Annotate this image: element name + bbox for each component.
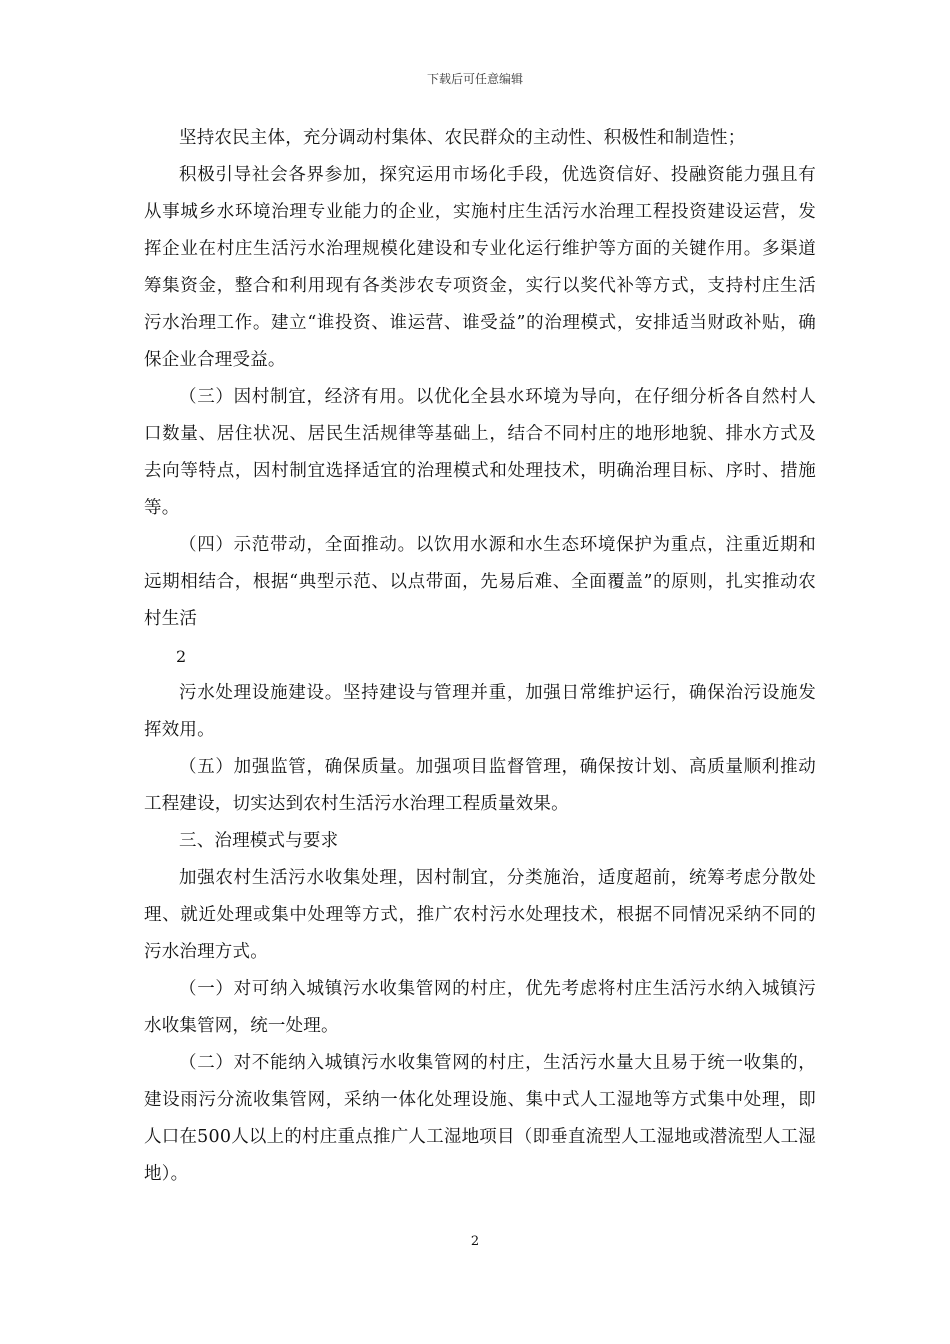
paragraph: （五）加强监管，确保质量。加强项目监督管理，确保按计划、高质量顺利推动工程建设，切实达到农村生活污水治理工程质量效果。 — [144, 757, 816, 814]
paragraph: （三）因村制宜，经济有用。以优化全县水环境为导向，在仔细分析各自然村人口数量、居住状况、居民生活规律等基础上，结合不同村庄的地形地貌、排水方式及去向等特点，因村制宜选择适宜的治理模式和处理技术，明确治理目标、序时、措施等。 — [144, 387, 816, 518]
page-header: 下载后可任意编辑 — [426, 72, 523, 86]
paragraph: 污水处理设施建设。坚持建设与管理并重，加强日常维护运行，确保治污设施发挥效用。 — [144, 683, 816, 740]
page-footer-number: 2 — [470, 1234, 480, 1249]
paragraph: 积极引导社会各界参加，探究运用市场化手段，优选资信好、投融资能力强且有从事城乡水环境治理专业能力的企业，实施村庄生活污水治理工程投资建设运营，发挥企业在村庄生活污水治理规模化建设和专业化运行维护等方面的关键作用。多渠道筹集资金，整合和利用现有各类涉农专项资金，实行以奖代补等方式，支持村庄生活污水治理工作。建立“谁投资、谁运营、谁受益”的治理模式，安排适当财政补贴，确保企业合理受益。 — [144, 165, 816, 370]
paragraph: （二）对不能纳入城镇污水收集管网的村庄，生活污水量大且易于统一收集的，建设雨污分流收集管网，采纳一体化处理设施、集中式人工湿地等方式集中处理，即人口在500人以上的村庄重点推广人工湿地项目（即垂直流型人工湿地或潜流型人工湿地）。 — [144, 1053, 816, 1184]
document-body — [144, 120, 816, 1193]
inline-page-number: 2 — [176, 647, 187, 666]
section-heading: 三、治理模式与要求 — [179, 831, 339, 851]
paragraph: （四）示范带动，全面推动。以饮用水源和水生态环境保护为重点，注重近期和远期相结合，根据“典型示范、以点带面，先易后难、全面覆盖”的原则，扎实推动农村生活 — [144, 535, 816, 629]
paragraph: （一）对可纳入城镇污水收集管网的村庄，优先考虑将村庄生活污水纳入城镇污水收集管网，统一处理。 — [144, 979, 816, 1036]
paragraph: 加强农村生活污水收集处理，因村制宜，分类施治，适度超前，统筹考虑分散处理、就近处理或集中处理等方式，推广农村污水处理技术，根据不同情况采纳不同的污水治理方式。 — [144, 868, 816, 962]
paragraph: 坚持农民主体，充分调动村集体、农民群众的主动性、积极性和制造性； — [179, 128, 746, 148]
